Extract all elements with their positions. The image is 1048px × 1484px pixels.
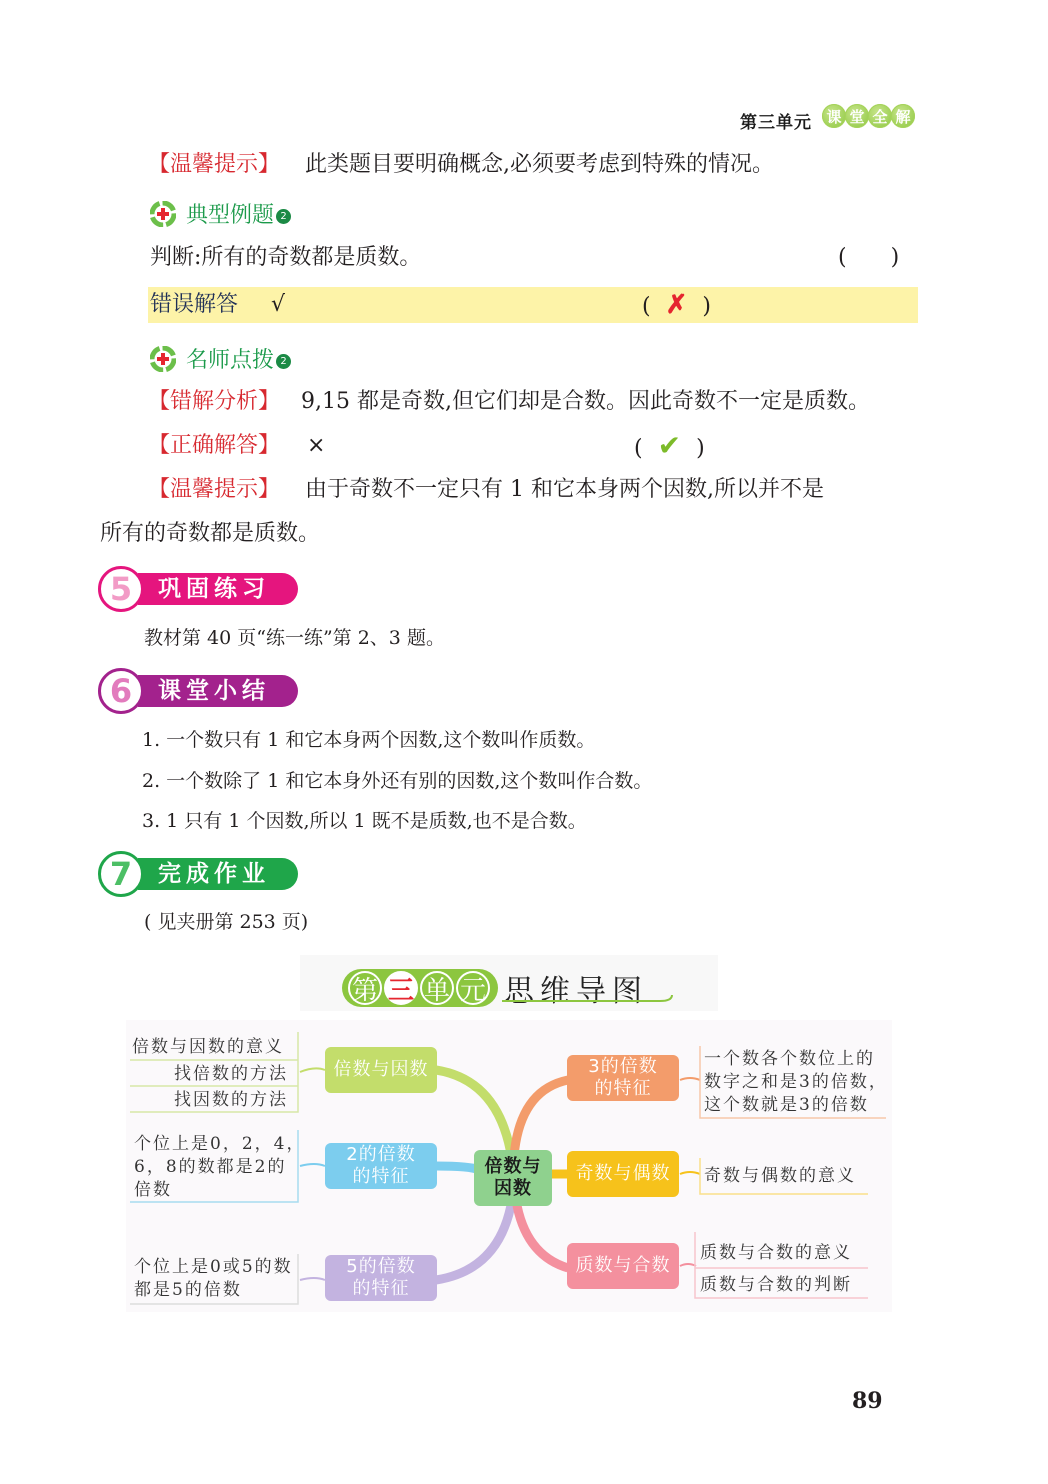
node-prime-composite <box>567 1243 679 1289</box>
practice-text: 教材第 40 页“练一练”第 2、3 题。 <box>144 627 445 649</box>
paren-open: ( <box>634 436 643 461</box>
wrong-answer-value: √ <box>271 292 286 317</box>
summary-item: 3. 1 只有 1 个因数,所以 1 既不是质数,也不是合数。 <box>142 810 587 832</box>
heading-text: 典型例题 <box>186 203 275 228</box>
tip-label: 【温馨提示】 <box>148 477 281 502</box>
page-number: 89 <box>852 1388 883 1414</box>
node-line: 的特征 <box>352 1166 410 1187</box>
node-line: 的特征 <box>594 1078 652 1099</box>
tip-text: 由于奇数不一定只有 1 和它本身两个因数,所以并不是 <box>305 477 824 502</box>
leaf: 这个数就是3的倍数 <box>704 1095 869 1115</box>
unit-label: 第三单元 <box>740 113 812 133</box>
homework-text: ( 见夹册第 253 页) <box>144 911 309 933</box>
section-title: 课堂小结 <box>138 675 298 707</box>
node-multiple-of-5 <box>325 1255 437 1301</box>
wrong-answer-label: 错误解答 <box>150 292 239 317</box>
node-line: 因数 <box>494 1178 532 1199</box>
node-multiples-factors <box>325 1047 437 1093</box>
leaf: 倍数与因数的意义 <box>132 1037 284 1057</box>
title-char: 元 <box>456 971 490 1005</box>
title-char: 单 <box>420 971 454 1005</box>
badge-char: 全 <box>868 104 892 128</box>
node-line: 3的倍数 <box>588 1056 658 1077</box>
badge-char: 堂 <box>845 104 869 128</box>
node-odd-even <box>567 1151 679 1197</box>
section-number: 7 <box>98 851 144 897</box>
correct-value: × <box>307 433 326 458</box>
heading-number: 2 <box>276 354 291 369</box>
leaf: 个位上是0或5的数 <box>134 1257 293 1277</box>
paren-open: ( <box>642 294 651 319</box>
summary-item: 2. 一个数除了 1 和它本身外还有别的因数,这个数叫作合数。 <box>142 770 653 792</box>
section-title: 巩固练习 <box>138 573 298 605</box>
leaf: 个位上是0，2，4， <box>134 1134 306 1154</box>
leaf: 找因数的方法 <box>174 1090 288 1110</box>
node-line: 2的倍数 <box>346 1144 416 1165</box>
title-text: 思维导图 <box>504 974 648 1009</box>
leaf: 质数与合数的意义 <box>700 1243 852 1263</box>
heading-number: 2 <box>276 209 291 224</box>
tip-2-cont: 所有的奇数都是质数。 <box>100 521 321 546</box>
title-char: 第 <box>348 971 382 1005</box>
leaf: 一个数各个数位上的 <box>704 1049 875 1069</box>
tip-text: 此类题目要明确概念,必须要考虑到特殊的情况。 <box>305 152 775 177</box>
answer-blank: ( ) <box>838 245 900 270</box>
mindmap-center-node <box>474 1150 552 1206</box>
cross-icon: ✗ <box>665 290 688 320</box>
node-line: 的特征 <box>352 1278 410 1299</box>
node-line: 倍数与 <box>484 1156 542 1177</box>
node-line: 质数与合数 <box>575 1255 671 1276</box>
summary-item: 1. 一个数只有 1 和它本身两个因数,这个数叫作质数。 <box>142 729 596 751</box>
section-number: 6 <box>98 668 144 714</box>
leaf: 奇数与偶数的意义 <box>704 1166 856 1186</box>
analysis-label: 【错解分析】 <box>148 389 281 414</box>
leaf: 找倍数的方法 <box>174 1064 288 1084</box>
paren-close: ) <box>702 294 711 319</box>
leaf: 都是5的倍数 <box>134 1280 242 1300</box>
tip-label: 【温馨提示】 <box>148 152 281 177</box>
paren-close: ) <box>696 436 705 461</box>
node-line: 5的倍数 <box>346 1256 416 1277</box>
node-multiple-of-2 <box>325 1143 437 1189</box>
title-char: 三 <box>384 971 418 1005</box>
node-line: 奇数与偶数 <box>575 1163 671 1184</box>
section-title: 完成作业 <box>138 858 298 890</box>
heading-text: 名师点拨 <box>186 348 275 373</box>
leaf: 质数与合数的判断 <box>700 1275 852 1295</box>
badge-char: 解 <box>891 104 915 128</box>
node-multiple-of-3 <box>567 1055 679 1101</box>
correct-label: 【正确解答】 <box>148 433 281 458</box>
badge-char: 课 <box>822 104 846 128</box>
node-line: 倍数与因数 <box>333 1059 429 1080</box>
section-number: 5 <box>98 566 144 612</box>
leaf: 6，8的数都是2的 <box>134 1157 287 1177</box>
leaf: 数字之和是3的倍数， <box>704 1072 888 1092</box>
check-icon: ✔ <box>657 429 682 462</box>
leaf: 倍数 <box>134 1180 172 1200</box>
analysis-text: 9,15 都是奇数,但它们却是合数。因此奇数不一定是质数。 <box>301 389 870 414</box>
question: 判断:所有的奇数都是质数。 <box>150 245 422 270</box>
